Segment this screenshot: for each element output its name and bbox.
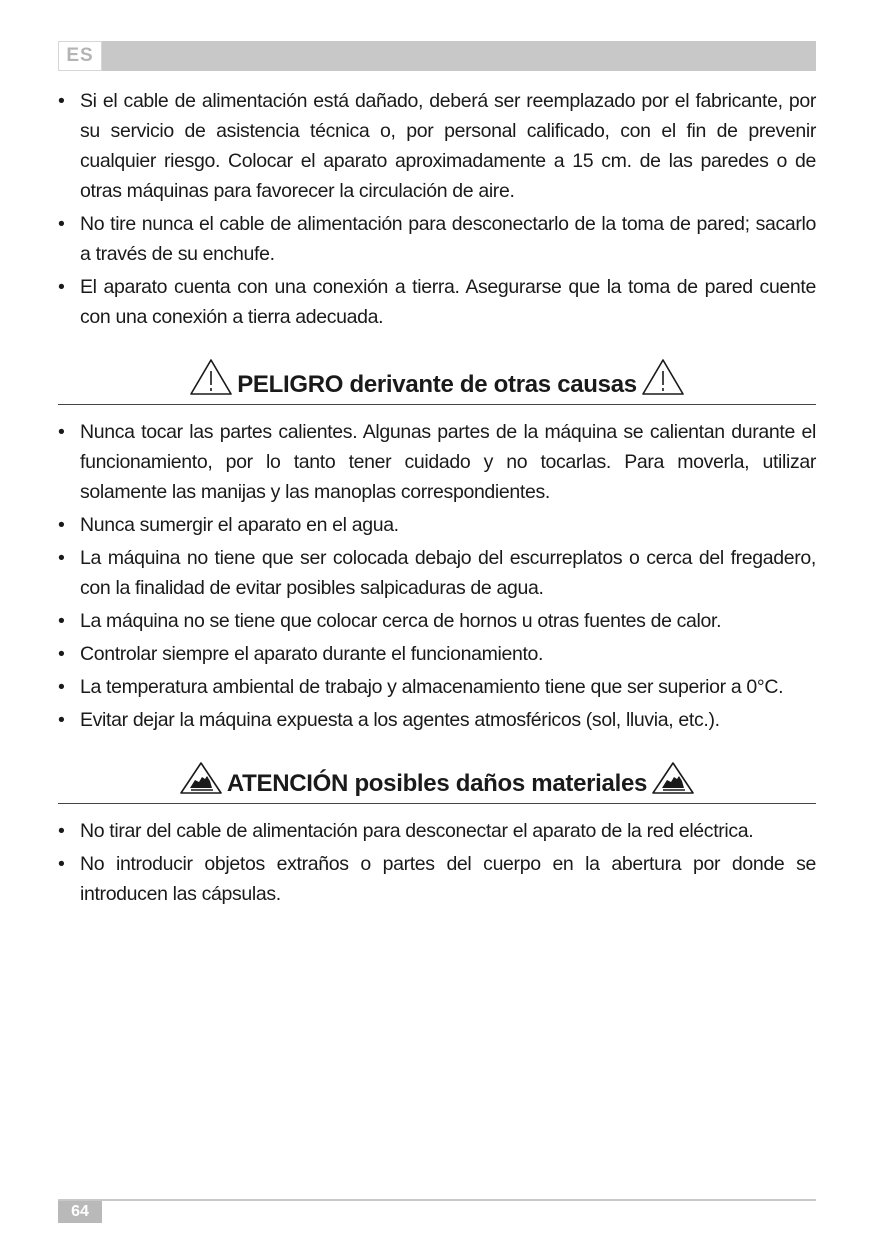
bullet-icon: • <box>58 820 65 842</box>
list-item <box>58 417 816 507</box>
page-content <box>58 86 816 912</box>
intro-list <box>58 86 816 332</box>
list-item-text: La máquina no tiene que ser colocada debajo del escurreplatos o cerca del fregadero, con la finalidad de evitar posibles salpicaduras de agua. <box>80 547 816 599</box>
warning-triangle-hand-icon <box>179 761 223 795</box>
list-item <box>58 849 816 909</box>
bullet-icon: • <box>58 547 65 569</box>
bullet-icon: • <box>58 213 65 235</box>
list-item-text: El aparato cuenta con una conexión a tierra. Asegurarse que la toma de pared cuente con una conexión a tierra adecuada. <box>80 276 816 328</box>
list-item <box>58 705 816 735</box>
bullet-icon: • <box>58 709 65 731</box>
list-item-text: La máquina no se tiene que colocar cerca de hornos u otras fuentes de calor. <box>80 610 722 632</box>
bullet-icon: • <box>58 853 65 875</box>
list-item <box>58 606 816 636</box>
warning-triangle-hand-icon <box>651 761 695 795</box>
attention-list <box>58 816 816 909</box>
attention-heading <box>58 761 816 804</box>
list-item-text: Nunca sumergir el aparato en el agua. <box>80 514 399 536</box>
list-item-text: Nunca tocar las partes calientes. Algunas partes de la máquina se calientan durante el funcionamiento, por lo tanto tener cuidado y no tocarlas. Para moverla, utilizar solamente las manijas y las manoplas correspondientes. <box>80 421 816 503</box>
list-item-text: No tirar del cable de alimentación para desconectar el aparato de la red eléctrica. <box>80 820 754 842</box>
bullet-icon: • <box>58 643 65 665</box>
bullet-icon: • <box>58 514 65 536</box>
list-item-text: La temperatura ambiental de trabajo y almacenamiento tiene que ser superior a 0°C. <box>80 676 784 698</box>
danger-heading <box>58 358 816 405</box>
list-item <box>58 272 816 332</box>
list-item-text: Controlar siempre el aparato durante el funcionamiento. <box>80 643 544 665</box>
header-bar <box>58 41 816 71</box>
list-item-text: No introducir objetos extraños o partes del cuerpo en la abertura por donde se introducen las cápsulas. <box>80 853 816 905</box>
page-number: 64 <box>58 1201 102 1223</box>
list-item-text: Evitar dejar la máquina expuesta a los agentes atmosféricos (sol, lluvia, etc.). <box>80 709 720 731</box>
footer-bar <box>58 1199 816 1201</box>
warning-triangle-exclamation-icon <box>641 358 685 396</box>
list-item <box>58 209 816 269</box>
bullet-icon: • <box>58 90 65 112</box>
bullet-icon: • <box>58 276 65 298</box>
bullet-icon: • <box>58 610 65 632</box>
list-item <box>58 543 816 603</box>
list-item <box>58 86 816 206</box>
list-item-text: No tire nunca el cable de alimentación para desconectarlo de la toma de pared; sacarlo a través de su enchufe. <box>80 213 816 265</box>
bullet-icon: • <box>58 676 65 698</box>
list-item <box>58 510 816 540</box>
danger-list <box>58 417 816 735</box>
list-item-text: Si el cable de alimentación está dañado, deberá ser reemplazado por el fabricante, por su servicio de asistencia técnica o, por personal calificado, con el fin de prevenir cualquier riesgo. Colocar el aparato aproximadamente a 15 cm. de las paredes o de otras máquinas para favorecer la circulación de aire. <box>80 90 816 202</box>
list-item <box>58 672 816 702</box>
list-item <box>58 816 816 846</box>
danger-heading-text: PELIGRO derivante de otras causas <box>237 371 637 398</box>
attention-heading-text: ATENCIÓN posibles daños materiales <box>226 770 648 797</box>
warning-triangle-exclamation-icon <box>189 358 233 396</box>
language-tag: ES <box>58 41 102 71</box>
bullet-icon: • <box>58 421 65 443</box>
list-item <box>58 639 816 669</box>
